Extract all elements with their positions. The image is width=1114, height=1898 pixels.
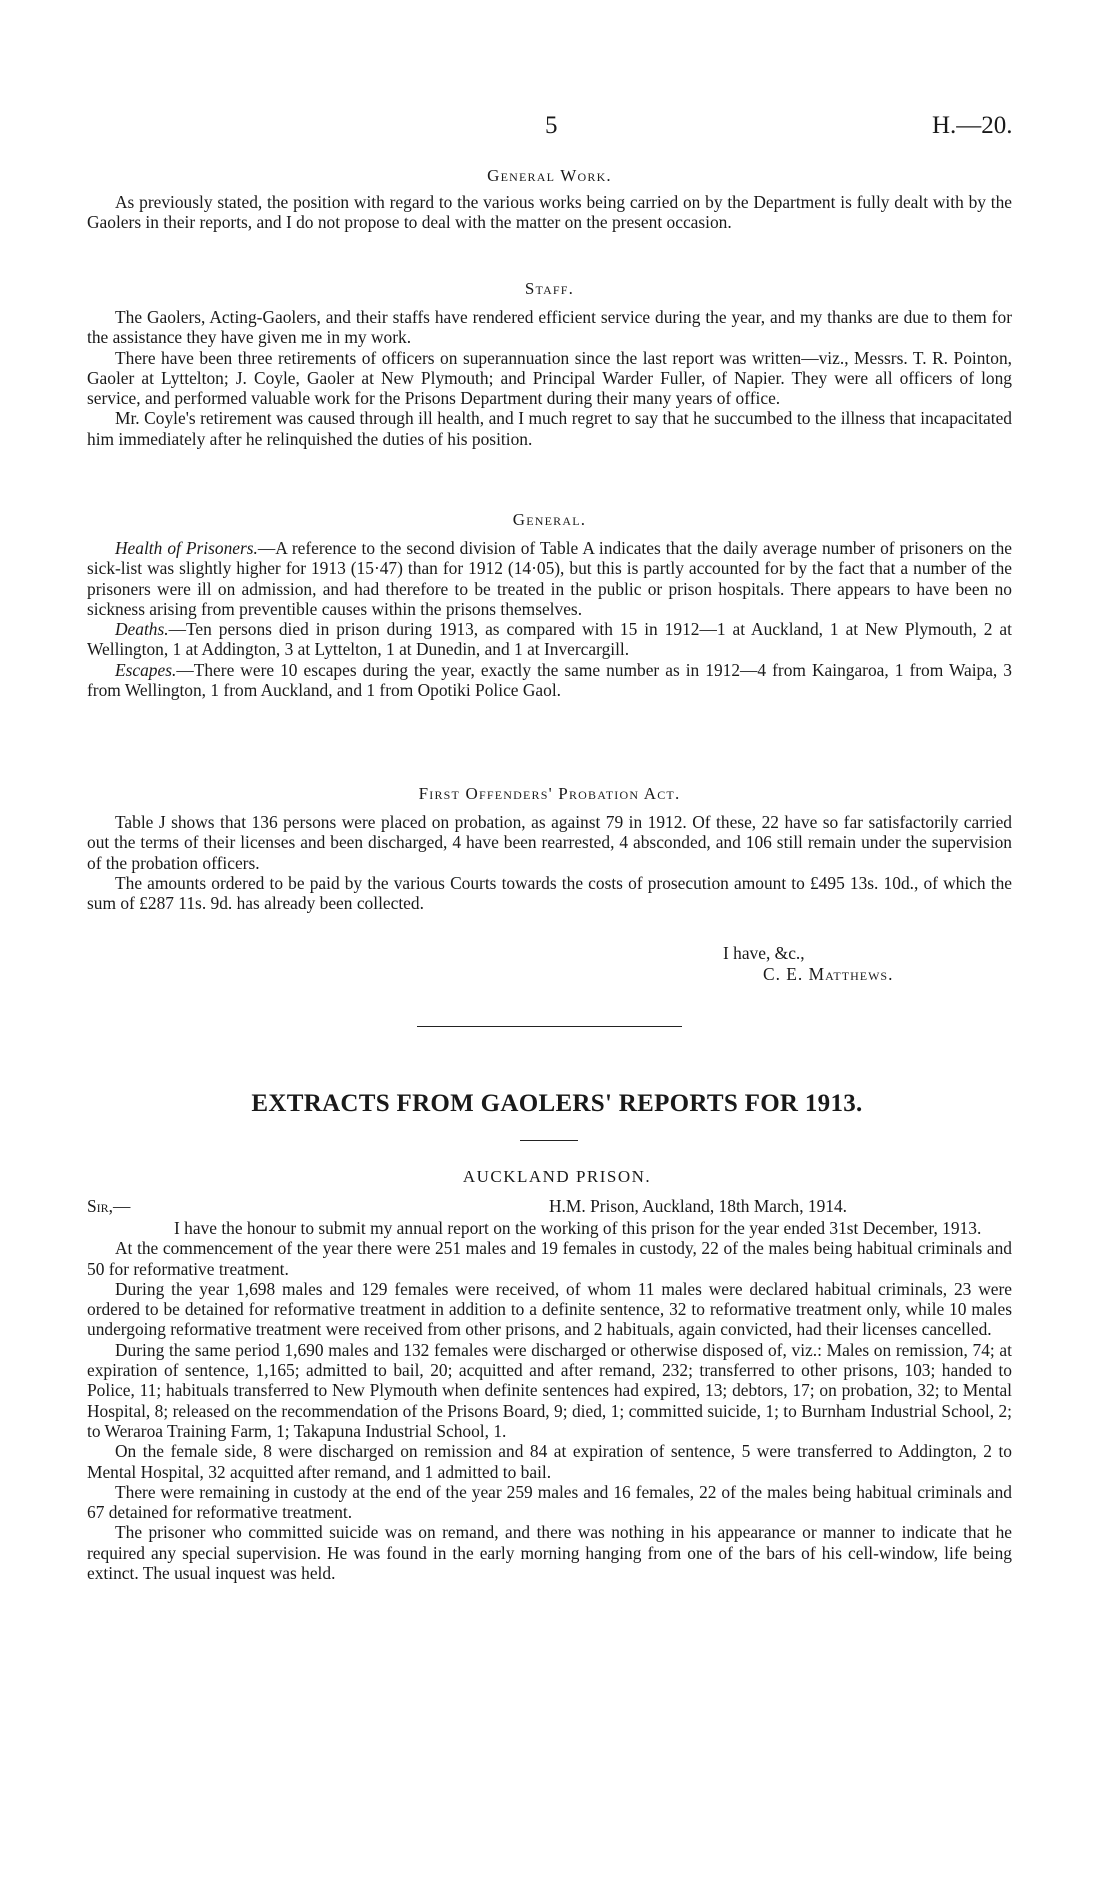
deaths-paragraph	[87, 619, 1012, 660]
general-work-section	[87, 166, 1012, 233]
signature: C. E. Matthews.	[763, 964, 894, 984]
paragraph: During the year 1,698 males and 129 females were received, of whom 11 males were declared habitual criminals, 23 were ordered to be detained for reformative treatment in addition to a definite sentence, 32 to reformative treatment only, while 10 males undergoing reformative treatment were received from other prisons, and 2 habituals, again convicted, had their licenses cancelled.	[87, 1278, 1012, 1340]
paragraph: Table J shows that 136 persons were placed on probation, as against 79 in 1912. Of these, 22 have so far satisfactorily carried out the terms of their licenses and been discharged, 4 have been rearrested, 4 absconded, and 106 still remain under the supervision of the probation officers.	[87, 812, 1012, 873]
title-divider	[520, 1140, 578, 1141]
section-heading: General.	[512, 510, 587, 529]
prison-title: AUCKLAND PRISON.	[462, 1167, 652, 1186]
escapes-text: —There were 10 escapes during the year, exactly the same number as in 1912—4 from Kaingaroa, 1 from Waipa, 3 from Wellington, 1 from Auckland, and 1 from Opotiki Police Gaol.	[87, 659, 1012, 701]
paragraph: As previously stated, the position with regard to the various works being carried on by the Department is fully dealt with by the Gaolers in their reports, and I do not propose to deal with the matter on the present occasion.	[87, 192, 1012, 233]
document-reference: H.—20.	[932, 112, 1013, 139]
paragraph: During the same period 1,690 males and 132 females were discharged or otherwise disposed of, viz.: Males on remission, 74; at expiration of sentence, 1,165; admitted to bail, 20; acquitted and after remand, 232; transferred to other prisons, 103; handed to Police, 11; habituals transferred to New Plymouth when definite sentences had expired, 13; debtors, 17; on probation, 32; to Mental Hospital, 8; released on the recommendation of the Prisons Board, 9; died, 1; committed suicide, 1; to Burnham Industrial School, 2; to Weraroa Training Farm, 1; Takapuna Industrial School, 1.	[87, 1339, 1012, 1441]
section-heading: Staff.	[524, 279, 575, 298]
escapes-paragraph	[87, 660, 1012, 701]
paragraph: At the commencement of the year there were 251 males and 19 females in custody, 22 of the males being habitual criminals and 50 for reformative treatment.	[87, 1238, 1012, 1279]
paragraph: Mr. Coyle's retirement was caused through ill health, and I much regret to say that he succumbed to the illness that incapacitated him immediately after he relinquished the duties of his position.	[87, 408, 1012, 449]
letter-address: H.M. Prison, Auckland, 18th March, 1914.	[549, 1196, 848, 1216]
section-divider	[417, 1026, 682, 1027]
auckland-report	[87, 1218, 1012, 1583]
probation-section	[87, 784, 1012, 913]
section-heading: General Work.	[487, 166, 612, 185]
health-text: —A reference to the second division of Table A indicates that the daily average number of prisoners on the sick-list was slightly higher for 1913 (15·47) than for 1912 (14·05), but this is partly accounted for by the fact that a number of the prisoners were ill on admission, and had therefore to be treated in the public or prison hospitals. There appears to have been no sickness arising from preventible causes within the prisons themselves.	[87, 538, 1012, 619]
paragraph: I have the honour to submit my annual report on the working of this prison for the year ended 31st December, 1913.	[174, 1218, 982, 1238]
closing-line: I have, &c.,	[723, 943, 805, 963]
deaths-text: —Ten persons died in prison during 1913, as compared with 15 in 1912—1 at Auckland, 1 at New Plymouth, 2 at Wellington, 1 at Addington, 3 at Lyttelton, 1 at Dunedin, and 1 at Invercargill.	[87, 619, 1012, 660]
paragraph: There have been three retirements of officers on superannuation since the last report was written—viz., Messrs. T. R. Pointon, Gaoler at Lyttelton; J. Coyle, Gaoler at New Plymouth; and Principal Warder Fuller, of Napier. They were all officers of long service, and performed valuable work for the Prisons Department during their many years of office.	[87, 347, 1012, 409]
health-paragraph	[87, 538, 1012, 619]
salutation: Sir,—	[87, 1196, 131, 1216]
paragraph: The Gaolers, Acting-Gaolers, and their staffs have rendered efficient service during the year, and my thanks are due to them for the assistance they have given me in my work.	[87, 307, 1012, 348]
staff-section	[87, 279, 1012, 449]
extracts-title: EXTRACTS FROM GAOLERS' REPORTS FOR 1913.	[251, 1090, 863, 1117]
health-label: Health of Prisoners.	[115, 538, 258, 558]
section-heading: First Offenders' Probation Act.	[418, 784, 681, 803]
paragraph: The amounts ordered to be paid by the various Courts towards the costs of prosecution amount to £495 13s. 10d., of which the sum of £287 11s. 9d. has already been collected.	[87, 872, 1012, 914]
escapes-label: Escapes.	[115, 659, 177, 680]
paragraph: The prisoner who committed suicide was on remand, and there was nothing in his appearance or manner to indicate that he required any special supervision. He was found in the early morning hanging from one of the bars of his cell-window, life being extinct. The usual inquest was held.	[87, 1522, 1012, 1584]
paragraph: There were remaining in custody at the end of the year 259 males and 16 females, 22 of the males being habitual criminals and 67 detained for reformative treatment.	[87, 1481, 1012, 1523]
letter-header	[87, 1196, 1012, 1217]
general-section	[87, 510, 1012, 700]
deaths-label: Deaths.	[115, 619, 169, 640]
page-number: 5	[545, 112, 558, 139]
paragraph: On the female side, 8 were discharged on remission and 84 at expiration of sentence, 5 were transferred to Addington, 2 to Mental Hospital, 32 acquitted after remand, and 1 admitted to bail.	[87, 1441, 1012, 1482]
